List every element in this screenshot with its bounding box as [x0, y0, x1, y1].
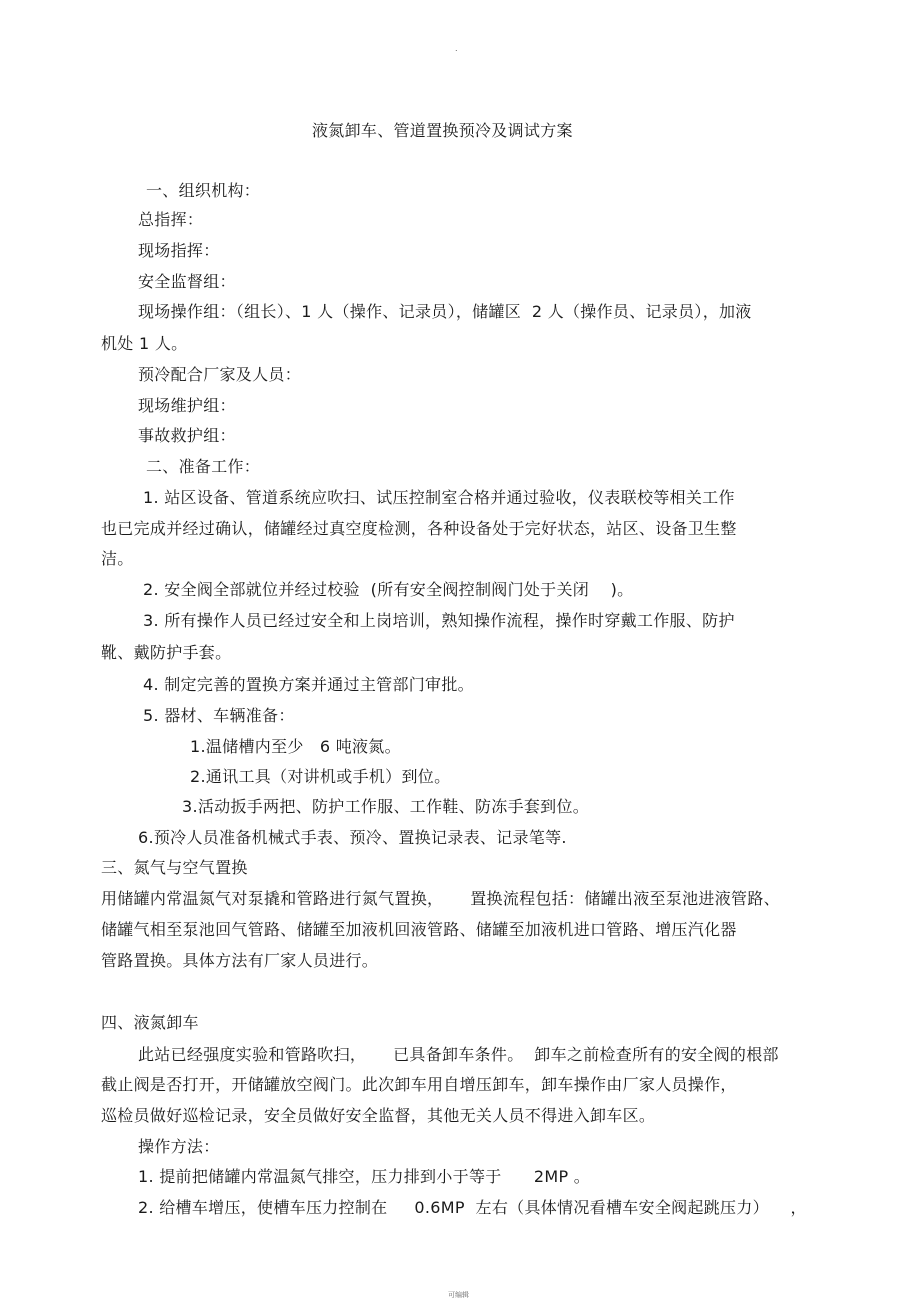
- text-line: 预冷配合厂家及人员：: [138, 365, 302, 384]
- text-line: 用储罐内常温氮气对泵撬和管路进行氮气置换， 置换流程包括：储罐出液至泵池进液管路、: [101, 889, 780, 908]
- footer-label: 可编辑: [448, 1291, 469, 1299]
- text-line: 机处 1 人。: [101, 334, 188, 353]
- text-line: 2. 安全阀全部就位并经过校验 (所有安全阀控制阀门处于关闭 )。: [143, 580, 634, 599]
- text-line: 巡检员做好巡检记录，安全员做好安全监督，其他无关人员不得进入卸车区。: [101, 1106, 656, 1125]
- text-line: 现场操作组：（组长）、1 人（操作、记录员），储罐区 2 人（操作员、记录员），加液: [138, 302, 752, 321]
- text-line: 操作方法：: [138, 1137, 220, 1156]
- text-line: 管路置换。具体方法有厂家人员进行。: [101, 951, 379, 970]
- text-line: 也已完成并经过确认，储罐经过真空度检测，各种设备处于完好状态，站区、设备卫生整: [101, 519, 737, 538]
- text-line: 现场指挥：: [138, 241, 220, 260]
- text-line: 现场维护组：: [138, 396, 236, 415]
- text-line: 储罐气相至泵池回气管路、储罐至加液机回液管路、储罐至加液机进口管路、增压汽化器: [101, 920, 737, 939]
- text-line: 6.预冷人员准备机械式手表、预冷、置换记录表、记录笔等.: [138, 828, 567, 847]
- text-line: 1.温储槽内至少 6 吨液氮。: [190, 737, 401, 756]
- section-heading: 四、液氮卸车: [101, 1013, 199, 1032]
- header-mark: .: [455, 44, 458, 53]
- text-line: 总指挥：: [138, 210, 204, 229]
- text-line: 洁。: [101, 549, 134, 568]
- text-line: 靴、戴防护手套。: [101, 643, 232, 662]
- text-line: 1. 提前把储罐内常温氮气排空，压力排到小于等于 2MP 。: [138, 1167, 591, 1186]
- section-heading: 一、组织机构：: [146, 181, 261, 200]
- text-line: 2.通讯工具（对讲机或手机）到位。: [190, 767, 451, 786]
- text-line: 事故救护组：: [138, 426, 236, 445]
- text-line: 此站已经强度实验和管路吹扫， 已具备卸车条件。 卸车之前检查所有的安全阀的根部: [138, 1045, 779, 1064]
- text-line: 截止阀是否打开，开储罐放空阀门。此次卸车用自增压卸车，卸车操作由厂家人员操作，: [101, 1075, 737, 1094]
- section-heading: 二、准备工作：: [146, 457, 261, 476]
- section-heading: 三、氮气与空气置换: [101, 858, 248, 877]
- text-line: 安全监督组：: [138, 272, 236, 291]
- text-line: 1. 站区设备、管道系统应吹扫、试压控制室合格并通过验收，仪表联校等相关工作: [143, 488, 735, 507]
- text-line: 3.活动扳手两把、防护工作服、工作鞋、防冻手套到位。: [182, 797, 590, 816]
- text-line: 3. 所有操作人员已经过安全和上岗培训，熟知操作流程，操作时穿戴工作服、防护: [143, 611, 735, 630]
- document-title: 液氮卸车、管道置换预冷及调试方案: [312, 121, 573, 140]
- text-line: 5. 器材、车辆准备：: [143, 706, 295, 725]
- text-line: 2. 给槽车增压，使槽车压力控制在 0.6MP 左右（具体情况看槽车安全阀起跳压力） ，: [138, 1198, 807, 1217]
- text-line: 4. 制定完善的置换方案并通过主管部门审批。: [143, 675, 474, 694]
